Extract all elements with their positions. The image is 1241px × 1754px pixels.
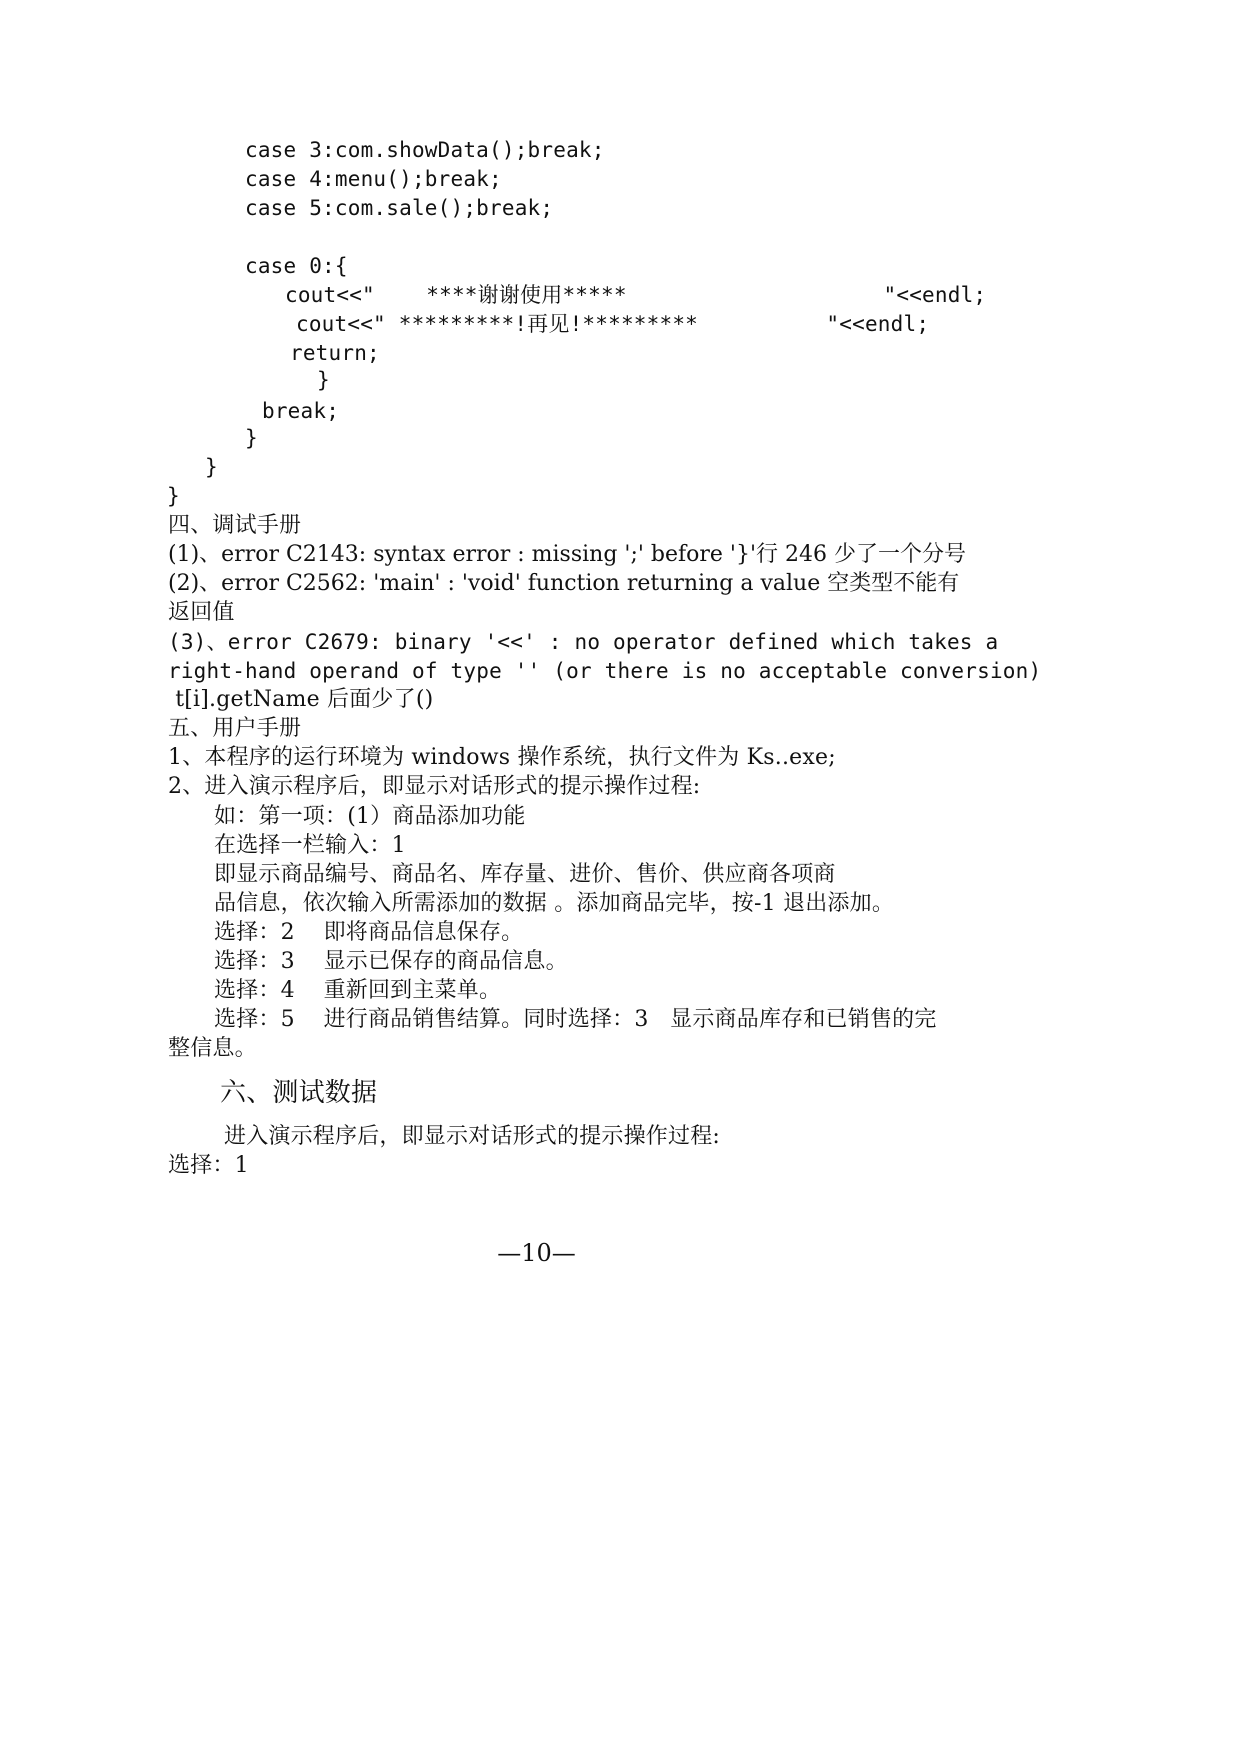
code-line-case0: case 0:{ <box>245 254 348 278</box>
debug-item-3: (3)、error C2679: binary '<<' : no operator defined which takes a <box>168 630 999 654</box>
code-line-cout2: cout<<" *********!再见!********* "<<endl; <box>296 312 930 336</box>
code-line-close-brace: } <box>205 455 218 479</box>
user-manual-paragraph: 1、本程序的运行环境为 windows 操作系统，执行文件为 Ks..exe; <box>168 745 836 770</box>
user-manual-paragraph: 品信息，依次输入所需添加的数据 。添加商品完毕，按-1 退出添加。 <box>214 891 895 916</box>
user-manual-paragraph: 2、进入演示程序后，即显示对话形式的提示操作过程: <box>168 774 701 799</box>
test-data-paragraph: 选择：1 <box>168 1153 249 1178</box>
section-heading-test-data: 六、测试数据 <box>220 1078 378 1108</box>
section-heading-user-manual: 五、用户手册 <box>168 716 302 741</box>
code-line-close-brace: } <box>167 484 180 508</box>
user-manual-paragraph: 整信息。 <box>168 1036 257 1061</box>
code-line-close-brace: } <box>317 368 330 392</box>
user-manual-paragraph: 在选择一栏输入：1 <box>214 833 406 858</box>
code-line-close-brace: } <box>245 426 258 450</box>
section-heading-debug: 四、调试手册 <box>168 513 302 538</box>
test-data-paragraph: 进入演示程序后，即显示对话形式的提示操作过程: <box>224 1124 721 1149</box>
code-line-break: break; <box>262 399 340 423</box>
user-manual-paragraph: 选择：3 显示已保存的商品信息。 <box>214 949 568 974</box>
code-line-cout1: cout<<" ****谢谢使用***** "<<endl; <box>285 283 987 307</box>
user-manual-paragraph: 即显示商品编号、商品名、库存量、进价、售价、供应商各项商 <box>214 862 836 887</box>
user-manual-paragraph: 选择：4 重新回到主菜单。 <box>214 978 502 1003</box>
code-line-return: return; <box>290 341 380 365</box>
user-manual-paragraph: 如：第一项：(1）商品添加功能 <box>214 804 526 829</box>
code-line-case3: case 3:com.showData();break; <box>245 138 605 162</box>
debug-item-2-cont: 返回值 <box>168 600 235 625</box>
debug-item-1: (1)、error C2143: syntax error : missing ';' before '}'行 246 少了一个分号 <box>168 542 967 567</box>
debug-item-2: (2)、error C2562: 'main' : 'void' function returning a value 空类型不能有 <box>168 571 960 596</box>
debug-item-3-cont: right-hand operand of type '' (or there is no acceptable conversion) <box>168 659 1042 683</box>
user-manual-paragraph: 选择：2 即将商品信息保存。 <box>214 920 524 945</box>
page-number: —10— <box>497 1239 576 1267</box>
user-manual-paragraph: 选择：5 进行商品销售结算。同时选择：3 显示商品库存和已销售的完 <box>214 1007 937 1032</box>
code-line-case4: case 4:menu();break; <box>245 167 502 191</box>
debug-item-3-note: t[i].getName 后面少了() <box>168 687 434 712</box>
code-line-case5: case 5:com.sale();break; <box>245 196 554 220</box>
